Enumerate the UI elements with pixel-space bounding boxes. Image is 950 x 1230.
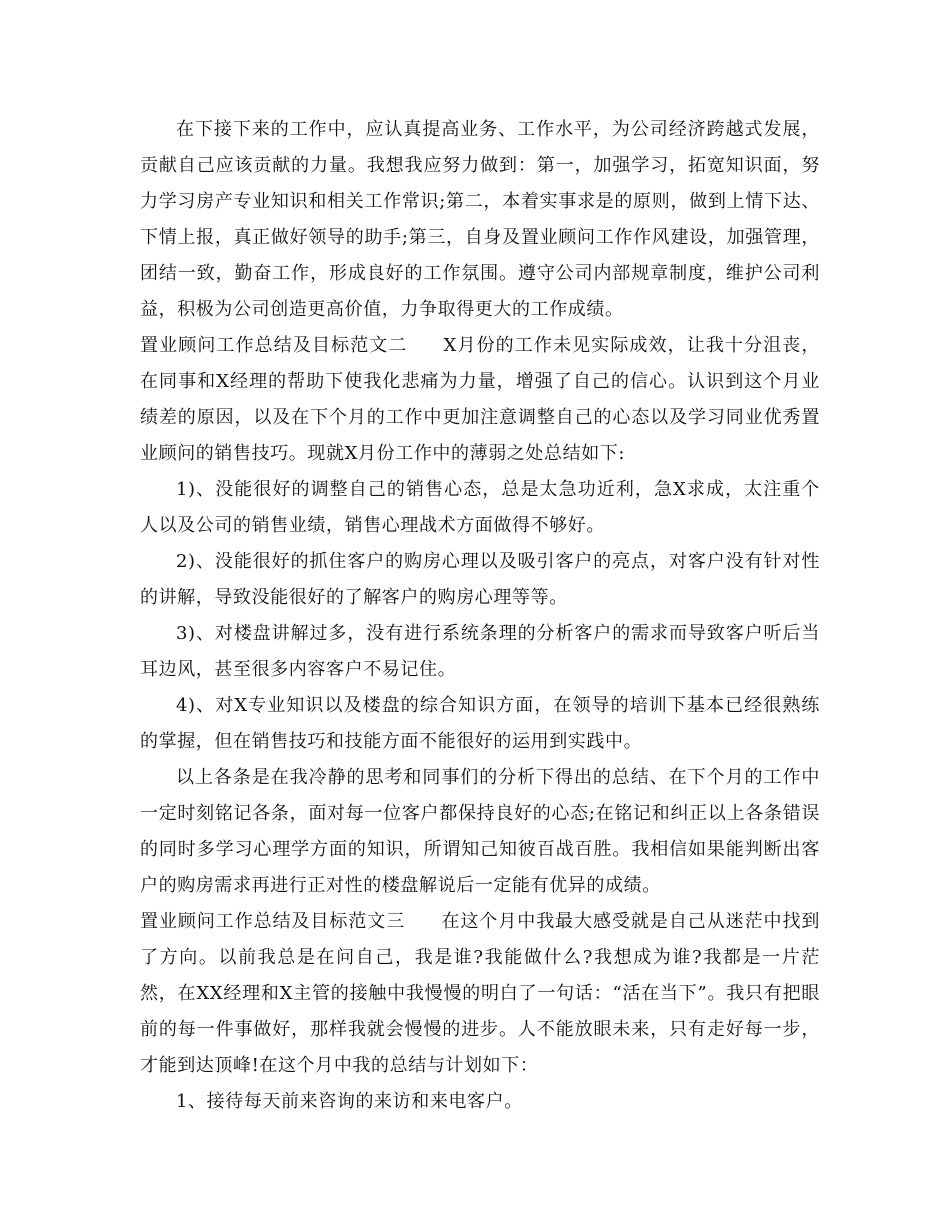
list-item-4 [140,688,820,760]
paragraph-text: 1、接待每天前来咨询的来访和来电客户。 [176,1091,523,1112]
list-item-3 [140,616,820,688]
list-item-plan-1 [140,1084,820,1120]
paragraph-text: 以上各条是在我冷静的思考和同事们的分析下得出的总结、在下个月的工作中一定时刻铭记各条，面对每一位客户都保持良好的心态;在铭记和纠正以上各条错误的同时多学习心理学方面的知识，所谓知己知彼百战百胜。我相信如果能判断出客户的购房需求再进行正对性的楼盘解说后一定能有优异的成绩。 [140,767,820,896]
paragraph-sample-three [140,904,820,1084]
section-heading: 置业顾问工作总结及目标范文二 [140,335,408,356]
paragraph-text: 2)、没能很好的抓住客户的购房心理以及吸引客户的亮点，对客户没有针对性的讲解，导致没能很好的了解客户的购房心理等等。 [140,551,820,608]
paragraph-text: 在这个月中我最大感受就是自己从迷茫中找到了方向。以前我总是在问自己，我是谁?我能做什么?我想成为谁?我都是一片茫然，在XX经理和X主管的接触中我慢慢的明白了一句话：“活在当下”。我只有把眼前的每一件事做好，那样我就会慢慢的进步。人不能放眼未来，只有走好每一步，才能到达顶峰!在这个月中我的总结与计划如下： [140,911,821,1076]
paragraph-text: 3)、对楼盘讲解过多，没有进行系统条理的分析客户的需求而导致客户听后当耳边风，甚至很多内容客户不易记住。 [140,623,820,680]
paragraph-text: X月份的工作未见实际成效，让我十分沮丧，在同事和X经理的帮助下使我化悲痛为力量，增强了自己的信心。认识到这个月业绩差的原因，以及在下个月的工作中更加注意调整自己的心态以及学习同业优秀置业顾问的销售技巧。现就X月份工作中的薄弱之处总结如下: [140,335,821,464]
list-item-1 [140,472,820,544]
paragraph-sample-two [140,328,820,472]
paragraph-text: 4)、对X专业知识以及楼盘的综合知识方面，在领导的培训下基本已经很熟练的掌握，但在销售技巧和技能方面不能很好的运用到实践中。 [140,695,820,752]
paragraph-text: 在下接下来的工作中，应认真提高业务、工作水平，为公司经济跨越式发展，贡献自己应该贡献的力量。我想我应努力做到：第一，加强学习，拓宽知识面，努力学习房产专业知识和相关工作常识;第二，本着实事求是的原则，做到上情下达、下情上报，真正做好领导的助手;第三，自身及置业顾问工作作风建设，加强管理，团结一致，勤奋工作，形成良好的工作氛围。遵守公司内部规章制度，维护公司利益，积极为公司创造更高价值，力争取得更大的工作成绩。 [140,119,820,320]
section-heading: 置业顾问工作总结及目标范文三 [140,911,406,932]
paragraph-work-plan [140,112,820,328]
document-body [140,112,820,1120]
paragraph-text: 1)、没能很好的调整自己的销售心态，总是太急功近利，急X求成，太注重个人以及公司的销售业绩，销售心理战术方面做得不够好。 [140,479,820,536]
list-item-2 [140,544,820,616]
paragraph-conclusion [140,760,820,904]
